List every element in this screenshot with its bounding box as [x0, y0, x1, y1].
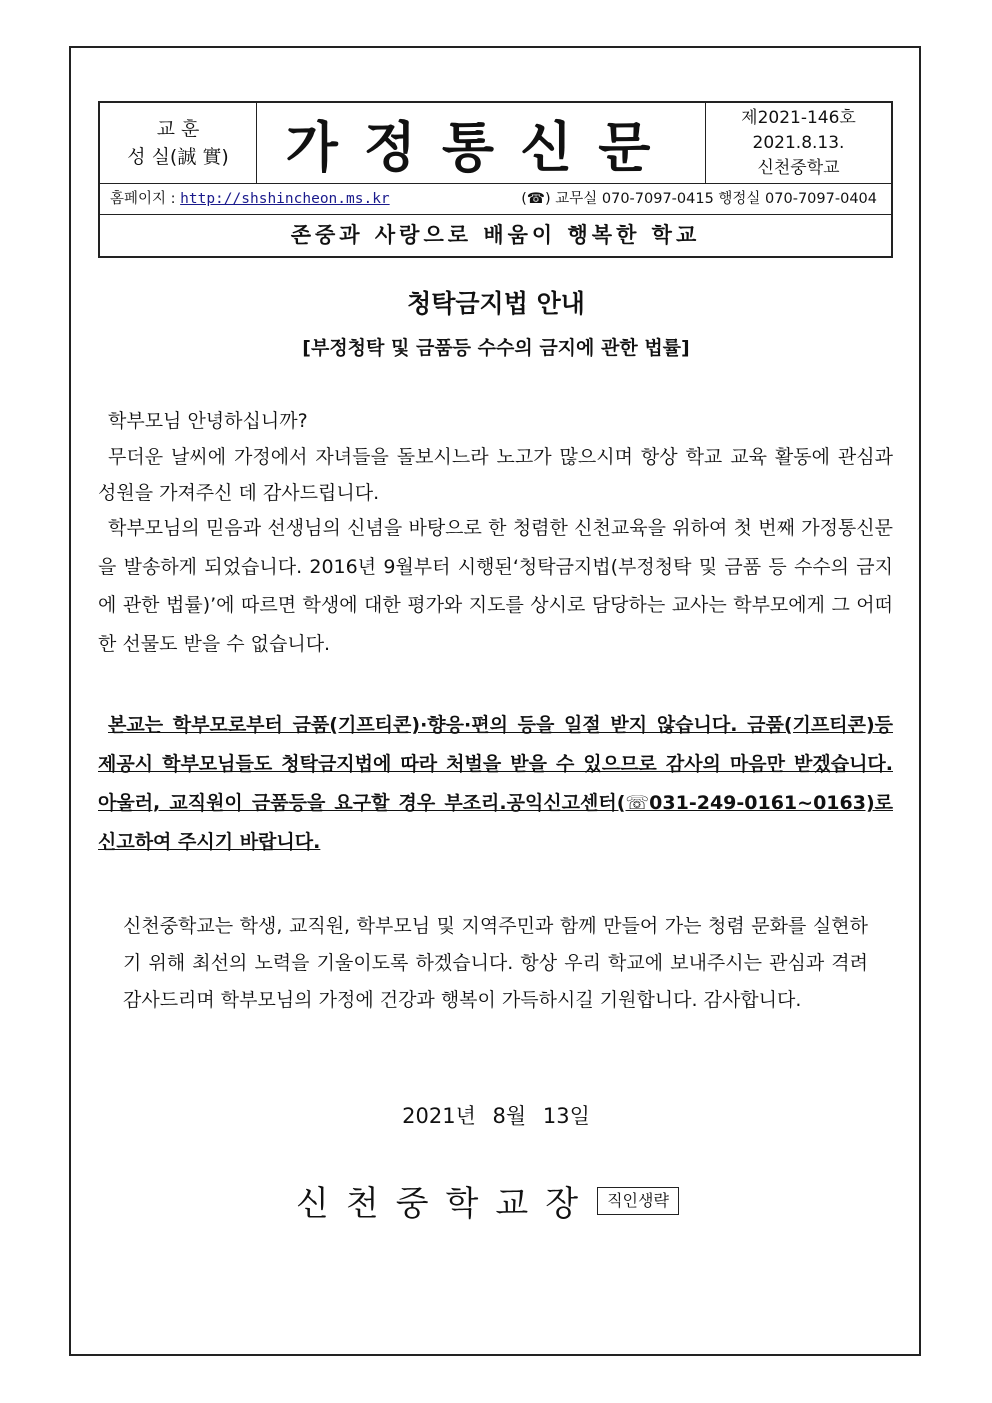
contact-row: [100, 183, 891, 215]
paragraph-1-text: 무더운 날씨에 가정에서 자녀들을 돌보시느라 노고가 많으시며 항상 학교 교육 활동에 관심과 성원을 가져주신 데 감사드립니다.: [98, 446, 893, 504]
paragraph-4: [123, 908, 868, 1019]
notice-subtitle: [부정청탁 및 금품등 수수의 금지에 관한 법률]: [302, 337, 690, 359]
masthead-title: 가정통신문: [285, 114, 677, 179]
paragraph-2-text: 학부모님의 믿음과 선생님의 신념을 바탕으로 한 청렴한 신천교육을 위하여 첫 번째 가정통신문을 발송하게 되었습니다. 2016년 9월부터 시행된‘청탁금지법(부정청탁 및 금품 등 수수의 금지에 관한 법률)’에 따르면 학생에 대한 평가와 지도를 상시로 담당하는 교사는 학부모에게 그 어떠한 선물도 받을 수 없습니다.: [98, 517, 893, 655]
homepage-link[interactable]: http://shshincheon.ms.kr: [180, 191, 390, 207]
school-slogan: 존중과 사랑으로 배움이 행복한 학교: [290, 223, 701, 247]
issue-info: [705, 103, 891, 183]
paragraph-2: [98, 509, 893, 663]
issue-date: 2021.8.13.: [752, 133, 845, 153]
phone-numbers: (☎) 교무실 070-7097-0415 행정실 070-7097-0404: [521, 191, 877, 207]
school-motto: [100, 103, 257, 183]
motto-label: 교 훈: [156, 118, 200, 140]
homepage-label: 홈페이지 :: [110, 191, 176, 207]
paragraph-greeting: [98, 403, 893, 511]
issue-number: 제2021-146호: [741, 108, 856, 128]
signature-block: [296, 1176, 679, 1225]
motto-text: 성 실(誠 實): [127, 146, 229, 168]
paragraph-4-text: 신천중학교는 학생, 교직원, 학부모님 및 지역주민과 함께 만들어 가는 청렴 문화를 실현하기 위해 최선의 노력을 기울이도록 하겠습니다. 항상 우리 학교에 보내주시는 관심과 격려 감사드리며 학부모님의 가정에 건강과 행복이 가득하시길 기원합니다. 감사합니다.: [123, 915, 868, 1011]
newsletter-header: [98, 101, 893, 258]
stamp-omitted-box: 직인생략: [597, 1187, 679, 1215]
paragraph-3-text: 본교는 학부모로부터 금품(기프티콘)·향응·편의 등을 일절 받지 않습니다. 금품(기프티콘)등 제공시 학부모님들도 청탁금지법에 따라 처벌을 받을 수 있으므로 감사의 마음만 받겠습니다. 아울러, 교직원이 금품등을 요구할 경우 부조리.공익신고센터(☏031-249-0161~0163)로 신고하여 주시기 바랍니다.: [98, 714, 893, 853]
letter-date: 2021년 8월 13일: [402, 1104, 590, 1128]
paragraph-3-notice: [98, 706, 893, 862]
signatory-name: 신천중학교장: [296, 1184, 596, 1224]
header-top-row: [100, 103, 891, 184]
school-name: 신천중학교: [757, 158, 840, 178]
notice-title: 청탁금지법 안내: [407, 289, 585, 318]
greeting-text: 학부모님 안녕하십니까?: [108, 410, 308, 432]
homepage: [110, 183, 390, 215]
